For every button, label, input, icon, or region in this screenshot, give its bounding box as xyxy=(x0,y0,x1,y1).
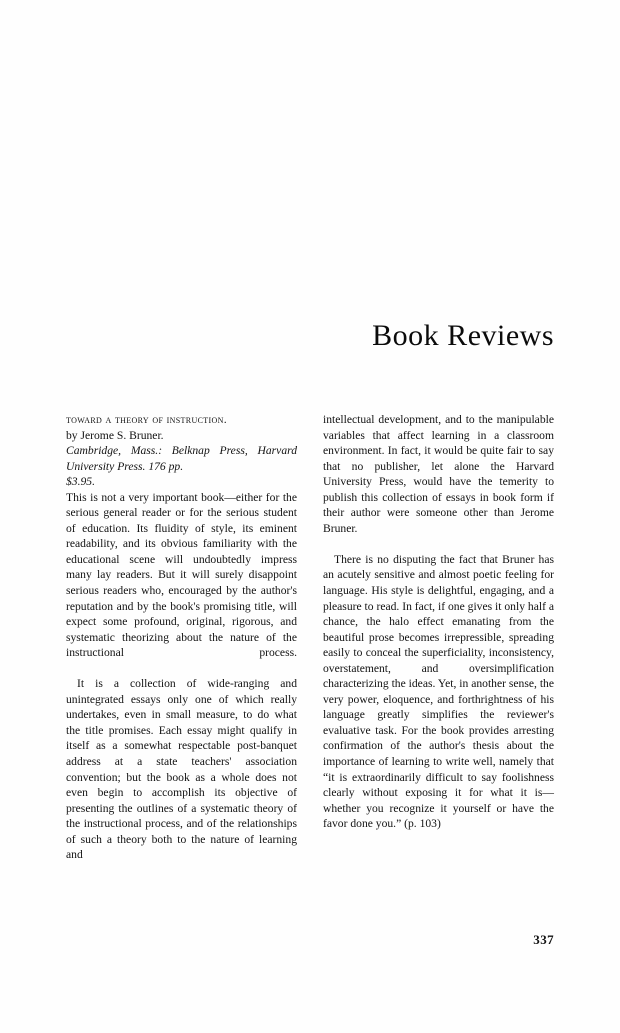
paragraph: There is no disputing the fact that Bruner has an acutely sensitive and almost poetic feeling for language. His style is delightful, engaging, and a pleasure to read. In fact, if one gives it only half a chance, the halo effect emanating from the beautiful prose becomes irrepressible, spreading easily to conceal the superficiality, inconsistency, overstatement, and oversimplification characterizing the ideas. Yet, in another sense, the very power, eloquence, and forthrightness of his language greatly simplifies the reviewer's evaluative task. For the book provides arresting confirmation of the author's thesis about the importance of learning to write well, namely that “it is extraordinarily difficult to say foolishness clearly without exposing it for what it is—whether you recognize it yourself or have the favor done you.” (p. 103) xyxy=(323,552,554,831)
paragraph: It is a collection of wide-ranging and unintegrated essays only one of which really undertakes, even in small measure, to do what the title promises. Each essay might qualify in itself as a somewhat respectable post-banquet address at a state teachers' association convention; but the book as a whole does not even begin to accomplish its objective of presenting the outlines of a systematic theory of the instructional process, and of the relationships of such a theory both to the nature of learning and xyxy=(66,677,297,862)
paragraph: intellectual development, and to the manipulable variables that affect learning in a classroom environment. In fact, it would be quite fair to say that no publisher, let alone the Harvard University Press, would have the temerity to publish this collection of essays in book form if their author were someone other than Jerome Bruner. xyxy=(323,413,554,535)
left-column xyxy=(66,412,297,922)
book-author: by Jerome S. Bruner. xyxy=(66,428,164,442)
paragraph: This is not a very important book—either for the serious general reader or for the serious student of education. Its fluidity of style, its eminent readability, and its obvious familiarity with the educational scene will undoubtedly impress many lay readers. But it will surely disappoint serious readers who, encouraged by the author's reputation and by the book's promising title, will expect some profound, original, rigorous, and systematic theorizing about the nature of the instructional process. xyxy=(66,490,297,660)
book-publication-info xyxy=(66,443,297,490)
book-title: toward a theory of instruction. xyxy=(66,412,228,426)
page-title: Book Reviews xyxy=(372,319,554,352)
page-number: 337 xyxy=(533,932,554,947)
book-publication-line: Cambridge, Mass.: Belknap Press, Harvard University Press. 176 pp. xyxy=(66,444,297,473)
two-column-body xyxy=(66,412,554,922)
book-price: $3.95. xyxy=(66,475,95,489)
right-column xyxy=(323,412,554,922)
